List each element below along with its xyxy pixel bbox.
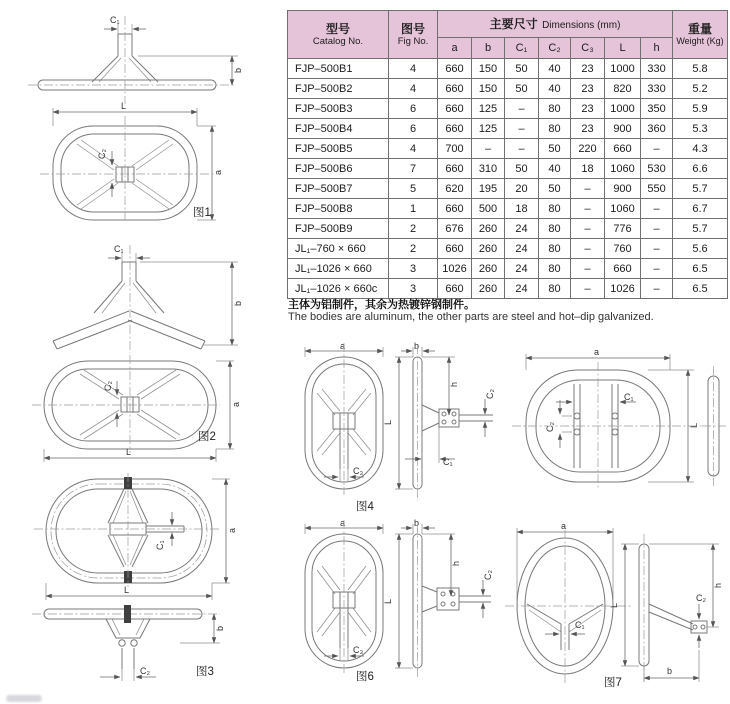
- fig4-a-label: a: [340, 341, 346, 351]
- col-header-b: b: [472, 38, 505, 59]
- cell-b: –: [472, 139, 505, 159]
- cell-catalog: FJP–500B4: [288, 119, 389, 139]
- cell-c2: 50: [539, 179, 571, 199]
- table-row: [288, 239, 728, 259]
- fig3-drawing: [20, 473, 270, 687]
- cell-b: 260: [472, 279, 505, 299]
- table-rows: [288, 59, 728, 299]
- cell-c1: –: [505, 139, 539, 159]
- cell-L: 760: [605, 239, 641, 259]
- fig3-b-label: b: [215, 625, 225, 631]
- fig6-ring-view: [305, 518, 383, 674]
- cell-a: 1026: [438, 259, 472, 279]
- cell-weight: 5.3: [673, 119, 728, 139]
- fig4-caption: 图4: [356, 501, 374, 513]
- cell-b: 125: [472, 99, 505, 119]
- col-header-c1: C₁: [505, 38, 539, 59]
- cell-catalog: JL₁–1026 × 660: [288, 259, 389, 279]
- cell-fig: 2: [389, 219, 438, 239]
- cell-a: 660: [438, 199, 472, 219]
- cell-L: 1026: [605, 279, 641, 299]
- cell-c2: 80: [539, 199, 571, 219]
- table-row: [288, 59, 728, 79]
- cell-b: 260: [472, 239, 505, 259]
- cell-fig: 3: [389, 259, 438, 279]
- cell-c1: –: [505, 99, 539, 119]
- fig4-c2-label: C₂: [485, 389, 495, 399]
- cell-c1: 50: [505, 59, 539, 79]
- cell-c3: 23: [571, 79, 605, 99]
- col-header-h: h: [641, 38, 673, 59]
- fig2-L-label: L: [126, 447, 132, 457]
- cell-catalog: FJP–500B2: [288, 79, 389, 99]
- cell-c2: 80: [539, 239, 571, 259]
- fig7-c2-label: C₂: [696, 593, 706, 603]
- cell-fig: 4: [389, 59, 438, 79]
- fig2-a-label: a: [231, 401, 241, 407]
- cell-weight: 5.7: [673, 219, 728, 239]
- fig4-L-label: L: [383, 419, 393, 425]
- cell-c3: 23: [571, 59, 605, 79]
- cell-L: 1000: [605, 59, 641, 79]
- cell-fig: 2: [389, 239, 438, 259]
- cell-catalog: JL₁–760 × 660: [288, 239, 389, 259]
- fig1-c2-label: C₂: [97, 149, 107, 159]
- table-row: [288, 79, 728, 99]
- fig3-c1-label: C₁: [155, 540, 165, 550]
- fig6-L-label: L: [383, 598, 393, 604]
- col-header-a: a: [438, 38, 472, 59]
- cell-catalog: JL₁–1026 × 660c: [288, 279, 389, 299]
- fig1-ring-view: [40, 101, 223, 220]
- cell-L: 1060: [605, 199, 641, 219]
- col-header-weight: [673, 11, 728, 59]
- cell-L: 660: [605, 139, 641, 159]
- fig2-caption: 图2: [198, 431, 216, 443]
- fig2-c2-label: C₂: [103, 381, 113, 391]
- fig6-a-label: a: [340, 518, 346, 528]
- cell-b: 125: [472, 119, 505, 139]
- cell-b: 150: [472, 59, 505, 79]
- cell-a: 660: [438, 119, 472, 139]
- cell-b: 310: [472, 159, 505, 179]
- fig5-a-label: a: [594, 347, 600, 357]
- fig7-caption: 图7: [604, 677, 622, 689]
- cell-c2: 80: [539, 219, 571, 239]
- cell-c3: –: [571, 239, 605, 259]
- cell-c3: –: [571, 279, 605, 299]
- cell-h: 330: [641, 59, 673, 79]
- col-header-catalog: [288, 11, 389, 59]
- material-note-en: The bodies are aluminum, the other parts are steel and hot–dip galvanized.: [288, 311, 654, 323]
- cell-c2: 40: [539, 59, 571, 79]
- fig7-h-label: h: [713, 582, 723, 588]
- col-header-c2: C₂: [539, 38, 571, 59]
- cell-fig: 4: [389, 79, 438, 99]
- cell-catalog: FJP–500B1: [288, 59, 389, 79]
- cell-fig: 5: [389, 179, 438, 199]
- fig5-ring-view: [512, 347, 702, 490]
- cell-c2: 80: [539, 259, 571, 279]
- cell-weight: 5.7: [673, 179, 728, 199]
- fig7-drawing: [503, 516, 730, 692]
- fig1-b-label: b: [233, 67, 243, 73]
- fig3-caption: 图3: [196, 666, 214, 678]
- cell-catalog: FJP–500B9: [288, 219, 389, 239]
- fig5-drawing: [508, 346, 730, 504]
- table-row: [288, 159, 728, 179]
- col-header-weight-zh: 重量: [688, 21, 713, 36]
- cell-c1: 24: [505, 259, 539, 279]
- cell-c3: –: [571, 259, 605, 279]
- col-header-fig: [389, 11, 438, 59]
- cell-h: –: [641, 259, 673, 279]
- fig7-c1-label: C₁: [575, 620, 585, 630]
- cell-a: 660: [438, 279, 472, 299]
- page-smudge: [6, 695, 42, 702]
- fig7-L-label: L: [609, 602, 619, 608]
- cell-b: 260: [472, 219, 505, 239]
- cell-c2: 80: [539, 99, 571, 119]
- table-row: [288, 119, 728, 139]
- fig3-a-label: a: [227, 527, 237, 533]
- fig4-b-label: b: [414, 341, 420, 351]
- cell-h: 550: [641, 179, 673, 199]
- table-row: [288, 199, 728, 219]
- col-header-catalog-zh: 型号: [325, 21, 350, 36]
- cell-a: 700: [438, 139, 472, 159]
- cell-catalog: FJP–500B8: [288, 199, 389, 219]
- cell-fig: 4: [389, 139, 438, 159]
- cell-weight: 5.8: [673, 59, 728, 79]
- fig6-c3-label: C₃: [353, 645, 364, 655]
- cell-c1: –: [505, 119, 539, 139]
- cell-catalog: FJP–500B3: [288, 99, 389, 119]
- fig4-side-view: [383, 341, 495, 501]
- col-header-c3: C₃: [571, 38, 605, 59]
- cell-c2: 80: [539, 119, 571, 139]
- cell-a: 660: [438, 159, 472, 179]
- fig2-c1-label: C₁: [114, 244, 124, 254]
- cell-h: –: [641, 219, 673, 239]
- cell-c1: 20: [505, 179, 539, 199]
- cell-weight: 6.7: [673, 199, 728, 219]
- cell-h: –: [641, 139, 673, 159]
- cell-a: 660: [438, 99, 472, 119]
- fig6-b-label: b: [414, 518, 420, 528]
- fig3-ring-view: [34, 473, 237, 600]
- col-header-fig-en: Fig No.: [397, 36, 429, 47]
- fig7-a-label: a: [561, 521, 567, 531]
- col-header-dims-en: Dimensions (mm): [542, 20, 621, 31]
- col-header-dimensions: [438, 11, 673, 38]
- cell-c1: 24: [505, 239, 539, 259]
- fig7-side-view: [609, 534, 723, 682]
- cell-c1: 18: [505, 199, 539, 219]
- cell-b: 150: [472, 79, 505, 99]
- cell-L: 1060: [605, 159, 641, 179]
- fig7-ring-view: [505, 521, 631, 684]
- fig1-caption: 图1: [193, 207, 211, 219]
- fig6-h-label: h: [451, 560, 461, 566]
- fig5-c2-label: C₂: [545, 422, 555, 432]
- cell-a: 660: [438, 79, 472, 99]
- cell-c1: 50: [505, 159, 539, 179]
- cell-a: 660: [438, 239, 472, 259]
- fig4-c3-label: C₃: [353, 466, 364, 476]
- cell-h: –: [641, 199, 673, 219]
- fig2-drawing: [20, 241, 270, 463]
- fig6-side-view: [383, 518, 493, 678]
- fig5-L-label: L: [689, 422, 699, 428]
- cell-L: 1000: [605, 99, 641, 119]
- cell-fig: 3: [389, 279, 438, 299]
- cell-catalog: FJP–500B5: [288, 139, 389, 159]
- cell-weight: 6.5: [673, 259, 728, 279]
- material-note-zh: 主体为铝制件，其余为热镀锌钢制件。: [288, 299, 475, 311]
- cell-c3: 18: [571, 159, 605, 179]
- fig4-c1-label: C₁: [443, 457, 453, 467]
- cell-b: 500: [472, 199, 505, 219]
- col-header-catalog-en: Catalog No.: [312, 36, 364, 47]
- cell-weight: 6.5: [673, 279, 728, 299]
- cell-L: 776: [605, 219, 641, 239]
- cell-c3: –: [571, 199, 605, 219]
- cell-weight: 5.6: [673, 239, 728, 259]
- cell-fig: 6: [389, 99, 438, 119]
- catalog-table: [287, 10, 728, 299]
- cell-a: 676: [438, 219, 472, 239]
- cell-b: 260: [472, 259, 505, 279]
- table-row: [288, 179, 728, 199]
- fig7-b-label: b: [667, 666, 673, 676]
- fig1-side-view: [28, 15, 243, 104]
- cell-L: 900: [605, 179, 641, 199]
- fig1-a-label: a: [213, 169, 223, 175]
- cell-weight: 6.6: [673, 159, 728, 179]
- cell-c1: 24: [505, 279, 539, 299]
- table-row: [288, 99, 728, 119]
- fig2-ring-view: [32, 355, 241, 462]
- cell-L: 820: [605, 79, 641, 99]
- cell-fig: 1: [389, 199, 438, 219]
- fig3-L-label: L: [124, 585, 130, 595]
- fig4-h-label: h: [449, 381, 459, 387]
- cell-weight: 5.2: [673, 79, 728, 99]
- cell-a: 620: [438, 179, 472, 199]
- cell-c3: 220: [571, 139, 605, 159]
- cell-catalog: FJP–500B6: [288, 159, 389, 179]
- col-header-weight-en: Weight (Kg): [676, 36, 724, 47]
- table-row: [288, 259, 728, 279]
- cell-c2: 50: [539, 139, 571, 159]
- cell-c2: 40: [539, 159, 571, 179]
- fig6-drawing: [283, 516, 501, 688]
- fig4-drawing: [283, 341, 501, 505]
- cell-fig: 6: [389, 119, 438, 139]
- fig4-ring-view: [305, 341, 383, 495]
- cell-h: 360: [641, 119, 673, 139]
- fig6-caption: 图6: [356, 671, 374, 683]
- table-row: [288, 219, 728, 239]
- cell-a: 660: [438, 59, 472, 79]
- cell-h: –: [641, 239, 673, 259]
- fig1-c1-label: C₁: [110, 15, 120, 25]
- cell-h: 330: [641, 79, 673, 99]
- cell-c3: –: [571, 179, 605, 199]
- cell-c1: 50: [505, 79, 539, 99]
- fig2-b-label: b: [233, 300, 243, 306]
- fig5-profile-view: [702, 366, 726, 486]
- cell-weight: 5.9: [673, 99, 728, 119]
- fig2-side-view: [53, 244, 243, 353]
- cell-L: 660: [605, 259, 641, 279]
- fig6-c2-label: C₂: [483, 570, 493, 580]
- cell-weight: 4.3: [673, 139, 728, 159]
- cell-c3: 23: [571, 99, 605, 119]
- cell-h: 530: [641, 159, 673, 179]
- cell-c3: 23: [571, 119, 605, 139]
- cell-c1: 24: [505, 219, 539, 239]
- cell-b: 195: [472, 179, 505, 199]
- cell-L: 900: [605, 119, 641, 139]
- cell-c2: 40: [539, 79, 571, 99]
- table-row: [288, 139, 728, 159]
- cell-h: 350: [641, 99, 673, 119]
- cell-fig: 7: [389, 159, 438, 179]
- fig3-c2-label: C₂: [140, 666, 150, 676]
- col-header-L: L: [605, 38, 641, 59]
- fig1-drawing: [20, 12, 270, 222]
- fig5-c1-label: C₁: [624, 392, 634, 402]
- cell-catalog: FJP–500B7: [288, 179, 389, 199]
- col-header-fig-zh: 图号: [400, 21, 425, 36]
- fig1-L-label: L: [121, 101, 127, 111]
- cell-c3: –: [571, 219, 605, 239]
- col-header-dims-zh: 主要尺寸: [489, 17, 538, 31]
- cell-c2: 80: [539, 279, 571, 299]
- cell-h: –: [641, 279, 673, 299]
